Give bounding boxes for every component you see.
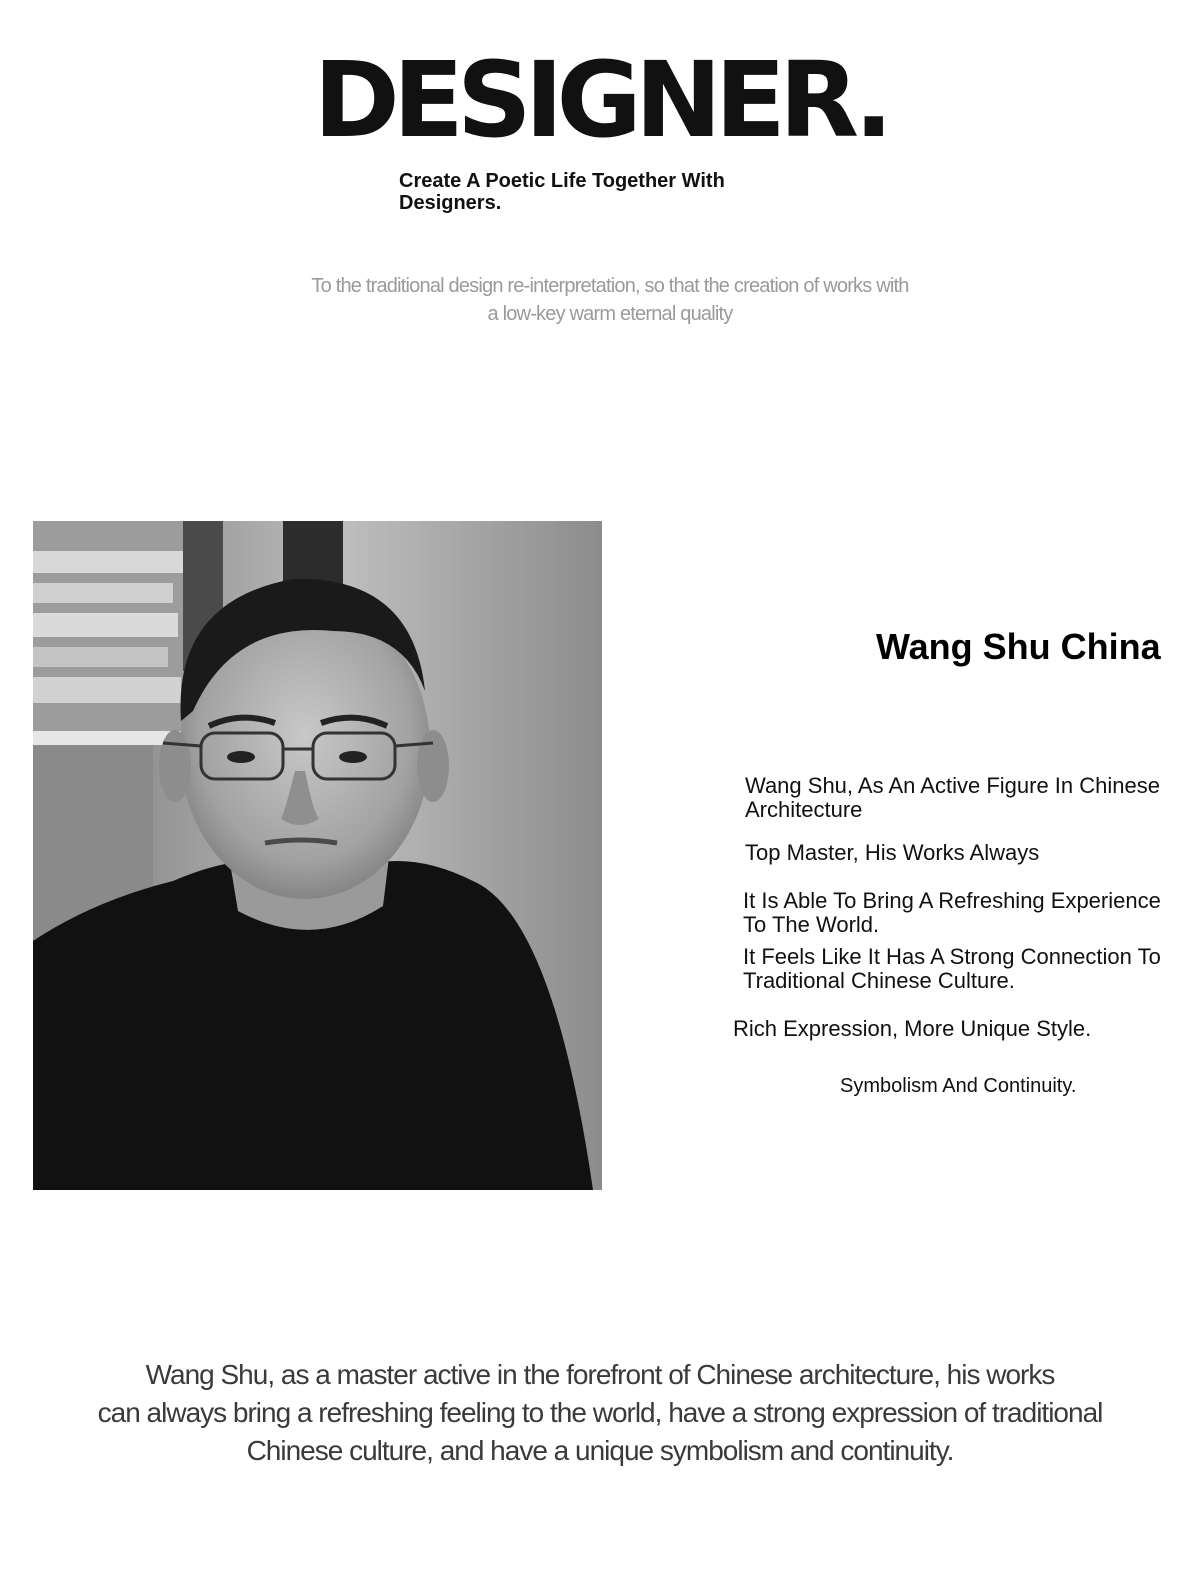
designer-portrait (33, 521, 602, 1190)
fact-line: Rich Expression, More Unique Style. (733, 1016, 1092, 1041)
fact-line: Wang Shu, As An Active Figure In Chinese (745, 773, 1160, 798)
fact-line: It Is Able To Bring A Refreshing Experience (743, 888, 1161, 913)
subtitle-line: a low-key warm eternal quality (487, 303, 733, 325)
tagline-line: Designers. (399, 192, 502, 214)
subtitle (300, 272, 920, 328)
brand-title: DESIGNER. (313, 39, 887, 161)
fact-line: Symbolism And Continuity. (840, 1075, 1077, 1097)
fact-item (745, 774, 1160, 822)
designer-name: Wang Shu China (876, 626, 1161, 667)
fact-line: Architecture (745, 797, 863, 822)
footer-line: can always bring a refreshing feeling to the world, have a strong expression of traditional (97, 1397, 1103, 1428)
fact-item (840, 1074, 1076, 1098)
footer-description (60, 1356, 1140, 1470)
fact-line: It Feels Like It Has A Strong Connection To (743, 944, 1161, 969)
tagline (399, 170, 829, 214)
fact-line: Top Master, His Works Always (745, 840, 1040, 865)
footer-line: Chinese culture, and have a unique symbolism and continuity. (246, 1435, 954, 1466)
fact-line: Traditional Chinese Culture. (743, 968, 1015, 993)
tagline-line: Create A Poetic Life Together With (399, 170, 725, 192)
subtitle-line: To the traditional design re-interpretation, so that the creation of works with (311, 275, 909, 297)
fact-item (743, 889, 1161, 937)
fact-line: To The World. (743, 912, 880, 937)
fact-item (743, 945, 1161, 993)
footer-line: Wang Shu, as a master active in the forefront of Chinese architecture, his works (145, 1359, 1055, 1390)
fact-item (745, 841, 1039, 865)
fact-item (733, 1017, 1091, 1041)
portrait-photo (33, 521, 602, 1190)
